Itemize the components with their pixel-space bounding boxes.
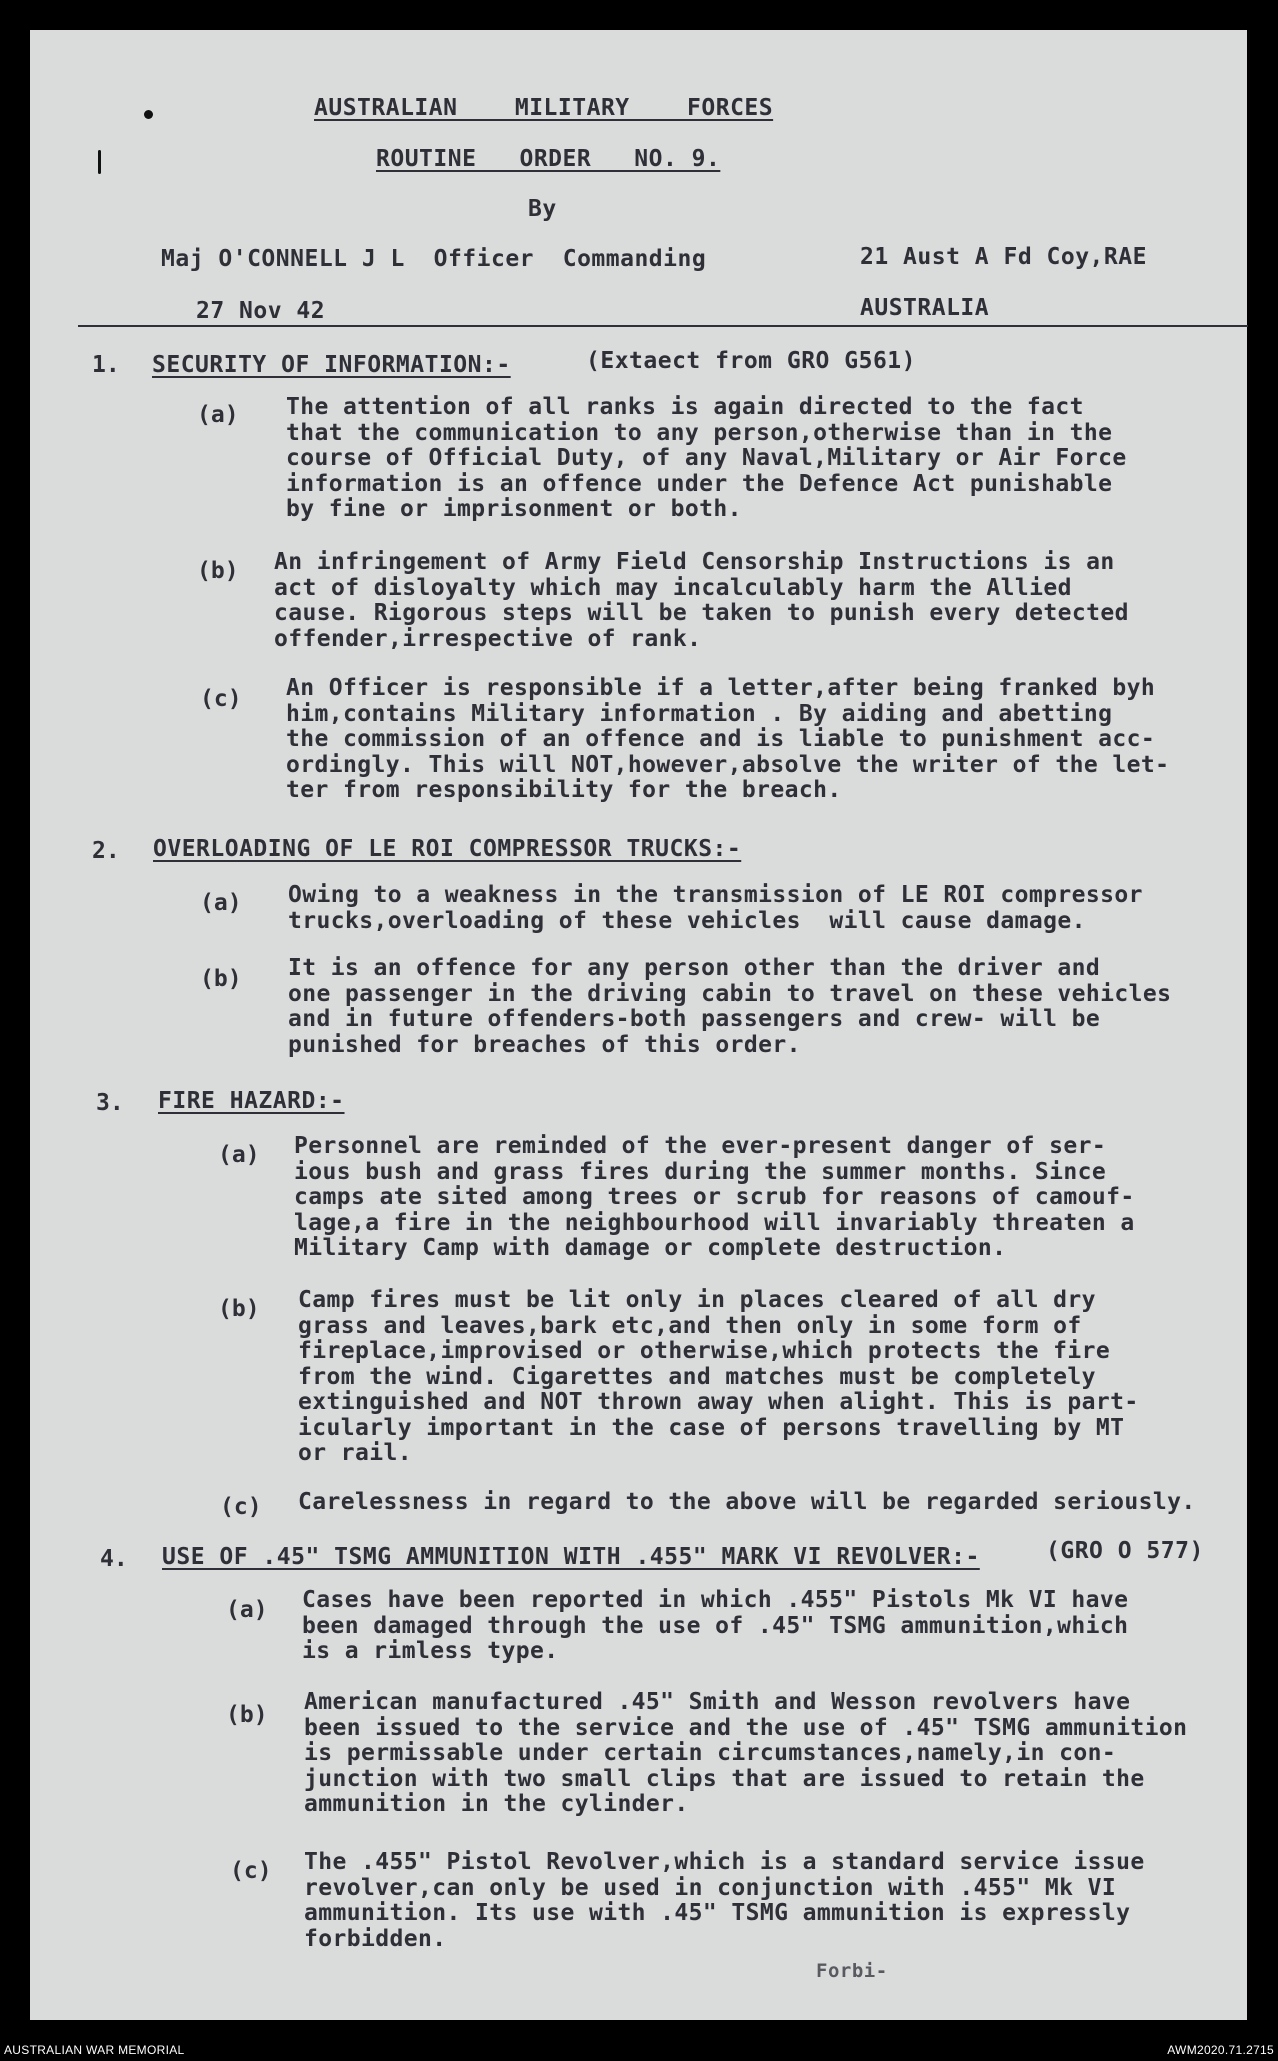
item-text: Personnel are reminded of the ever-present danger of ser- ious bush and grass fires during the summer months. Since camps ate sited among trees or scrub for reasons of camouf- lage,a fire in the neighbourhood will invariably threaten a Military Camp with damage or complete destruction. bbox=[294, 1133, 1135, 1261]
section-heading: USE OF .45" TSMG AMMUNITION WITH .455" MARK VI REVOLVER:- bbox=[162, 1544, 980, 1570]
section-heading: OVERLOADING OF LE ROI COMPRESSOR TRUCKS:- bbox=[153, 836, 742, 862]
section-number: 2. bbox=[92, 838, 120, 864]
item-label: (b) bbox=[197, 558, 239, 584]
section-note: (GRO O 577) bbox=[1046, 1538, 1204, 1564]
punch-mark bbox=[98, 150, 101, 174]
section-number: 4. bbox=[100, 1546, 128, 1572]
item-text: The attention of all ranks is again directed to the fact that the communication to any person,otherwise than in the course of Official Duty, of any Naval,Military or Air Force information is an offence under the Defence Act punishable by fine or imprisonment or both. bbox=[286, 394, 1127, 522]
item-label: (b) bbox=[218, 1296, 260, 1322]
item-text: Cases have been reported in which .455" Pistols Mk VI have been damaged through the use of .45" TSMG ammunition,which is a rimless type. bbox=[302, 1587, 1129, 1664]
item-text: American manufactured .45" Smith and Wesson revolvers have been issued to the service and the use of .45" TSMG ammunition is permissable under certain circumstances,namely,in con- junction with two small clips that are issued to retain the ammunition in the cylinder. bbox=[304, 1689, 1188, 1817]
issue-location: AUSTRALIA bbox=[860, 295, 990, 321]
item-label: (b) bbox=[226, 1702, 268, 1728]
item-label: (a) bbox=[200, 890, 242, 916]
header-rule bbox=[78, 325, 1248, 327]
accession-number: AWM2020.71.2715 bbox=[1167, 2043, 1274, 2057]
item-text: Camp fires must be lit only in places cleared of all dry grass and leaves,bark etc,and then only in some form of fireplace,improvised or otherwise,which protects the fire from the wind. Cigarettes and matches must be completely extinguished and NOT thrown away when alight. This is part- icularly important in the case of persons travelling by MT or rail. bbox=[298, 1287, 1139, 1466]
doc-title: AUSTRALIAN MILITARY FORCES bbox=[314, 95, 774, 121]
catchword: Forbi- bbox=[816, 1960, 888, 1982]
document-page bbox=[30, 30, 1247, 2020]
archive-credit: AUSTRALIAN WAR MEMORIAL bbox=[4, 2043, 185, 2057]
item-label: (a) bbox=[226, 1597, 268, 1623]
item-label: (a) bbox=[197, 402, 239, 428]
section-number: 3. bbox=[96, 1090, 124, 1116]
punch-mark bbox=[144, 110, 153, 119]
item-label: (a) bbox=[218, 1142, 260, 1168]
section-number: 1. bbox=[92, 352, 120, 378]
by-label: By bbox=[528, 196, 557, 222]
order-number: ROUTINE ORDER NO. 9. bbox=[376, 146, 721, 172]
unit-name: 21 Aust A Fd Coy,RAE bbox=[860, 244, 1147, 270]
issue-date: 27 Nov 42 bbox=[196, 298, 326, 324]
item-label: (c) bbox=[230, 1858, 272, 1884]
section-heading: SECURITY OF INFORMATION:- bbox=[152, 352, 511, 378]
item-text: It is an offence for any person other than the driver and one passenger in the driving cabin to travel on these vehicles and in future offenders-both passengers and crew- will be punished for breaches of this order. bbox=[288, 955, 1172, 1058]
item-text: Owing to a weakness in the transmission of LE ROI compressor trucks,overloading of these vehicles will cause damage. bbox=[288, 882, 1143, 934]
item-text: An Officer is responsible if a letter,after being franked byh him,contains Military information . By aiding and abetting the commission of an offence and is liable to punishment acc- ordingly. This will NOT,however,absolve the writer of the let- ter from responsibility for the breach. bbox=[286, 675, 1170, 803]
item-label: (c) bbox=[200, 686, 242, 712]
item-text: Carelessness in regard to the above will be regarded seriously. bbox=[298, 1489, 1196, 1515]
section-heading: FIRE HAZARD:- bbox=[158, 1088, 345, 1114]
item-label: (c) bbox=[220, 1494, 262, 1520]
item-text: An infringement of Army Field Censorship Instructions is an act of disloyalty which may incalculably harm the Allied cause. Rigorous steps will be taken to punish every detected offender,irrespective of rank. bbox=[274, 549, 1129, 652]
section-note: (Extaect from GRO G561) bbox=[586, 348, 916, 374]
issuing-officer: Maj O'CONNELL J L Officer Commanding bbox=[161, 246, 707, 272]
item-text: The .455" Pistol Revolver,which is a standard service issue revolver,can only be used in conjunction with .455" Mk VI ammunition. Its use with .45" TSMG ammunition is expressly forbidden. bbox=[304, 1849, 1145, 1952]
item-label: (b) bbox=[200, 966, 242, 992]
